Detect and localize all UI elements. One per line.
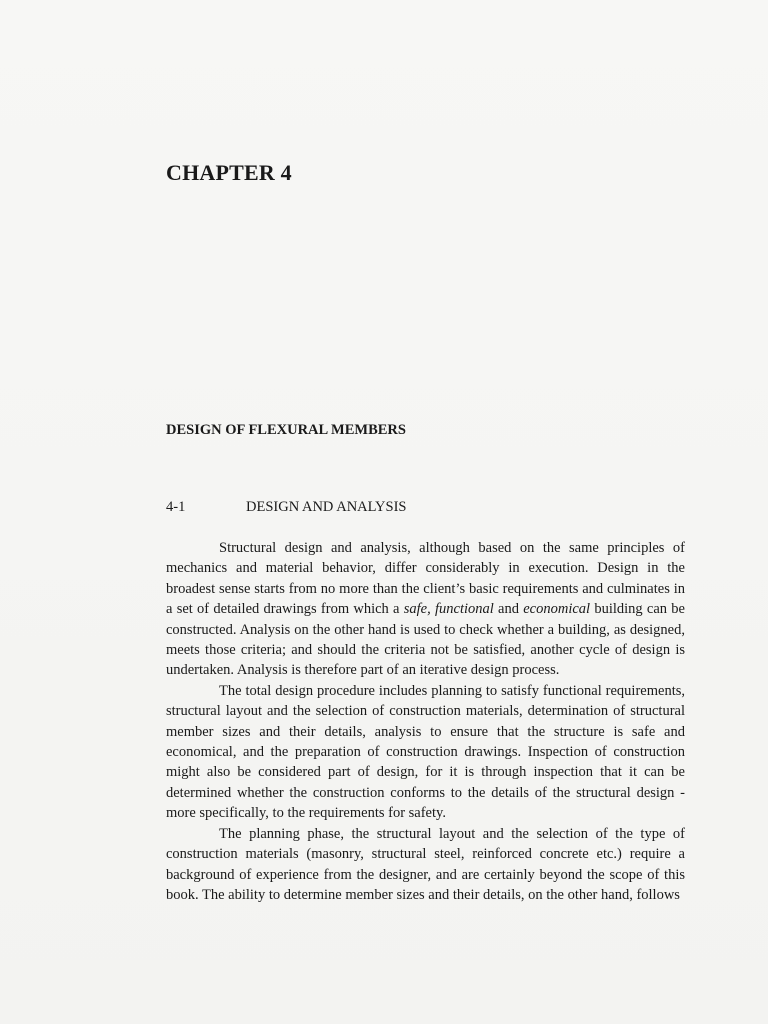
paragraph-2: The total design procedure includes planning to satisfy functional requirements, structural layout and the selection of construction materials, determination of structural member sizes and their details, analysis to ensure that the structure is safe and economical, and the preparation of construction drawings. Inspection of construction might also be considered part of design, for it is through inspection that it can be determined whether the construction conforms to the details of the structural design - more specifically, to the requirements for safety. [166,682,685,822]
paragraph-1-emphasis-economical: economical [523,601,591,618]
body-text [166,538,685,905]
paragraph-1-text-a: Structural design and analysis, although based on the same principles of mechanics and material behavior, differ considerably in execution. Design in the broadest sense starts from no more than the client’s basic requirements and culminates in a set of detailed drawings from which a [166,540,685,618]
paragraph-3: The planning phase, the structural layout and the selection of the type of construction materials (masonry, structural steel, reinforced concrete etc.) require a background of experience from the designer, and are certainly beyond the scope of this book. The ability to determine member sizes and their details, on the other hand, follows [166,825,685,903]
section-title: DESIGN OF FLEXURAL MEMBERS [166,422,406,438]
paragraph-1-text-c: building can be constructed. Analysis on the other hand is used to check whether a building, as designed, meets those criteria; and should the criteria not be satisfied, another cycle of design is undertaken. Analysis is therefore part of an iterative design process. [166,601,685,679]
paragraph-1-emphasis-safe-functional: safe, functional [403,601,494,618]
paragraph-1 [166,538,685,681]
subsection-number: 4-1 [166,499,186,515]
paragraph-1-text-b: and [493,601,524,618]
chapter-heading: CHAPTER 4 [166,160,292,185]
subsection-heading [166,499,406,516]
subsection-title: DESIGN AND ANALYSIS [246,499,407,515]
